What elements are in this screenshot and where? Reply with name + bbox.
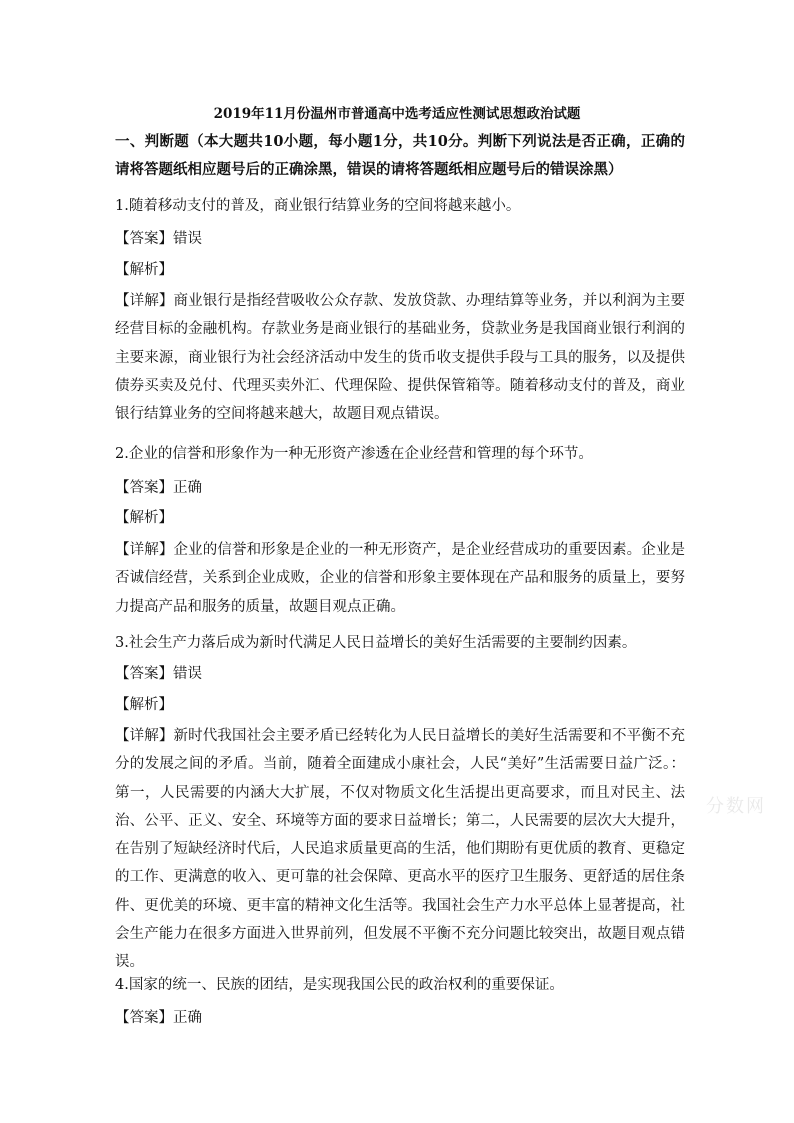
question-1-answer: 【答案】错误 [115, 231, 202, 247]
question-2-analysis-label: 【解析】 [115, 510, 173, 526]
question-4-answer: 【答案】正确 [115, 1010, 202, 1026]
watermark: 分数网 [706, 796, 766, 817]
question-2-answer: 【答案】正确 [115, 480, 202, 496]
question-3-stem: 3.社会生产力落后成为新时代满足人民日益增长的美好生活需要的主要制约因素。 [115, 635, 637, 651]
question-4-stem: 4.国家的统一、民族的团结，是实现我国公民的政治权利的重要保证。 [115, 977, 564, 993]
question-1-stem: 1.随着移动支付的普及，商业银行结算业务的空间将越来越小。 [115, 198, 521, 214]
question-2-detail: 【详解】企业的信誉和形象是企业的一种无形资产，是企业经营成功的重要因素。企业是否诚信经营，关系到企业成败，企业的信誉和形象主要体现在产品和服务的质量上，要努力提高产品和服务的质量，故题目观点正确。 [115, 542, 685, 615]
question-2-stem: 2.企业的信誉和形象作为一种无形资产渗透在企业经营和管理的每个环节。 [115, 446, 593, 462]
question-3-detail: 【详解】新时代我国社会主要矛盾已经转化为人民日益增长的美好生活需要和不平衡不充分的发展之间的矛盾。当前，随着全面建成小康社会，人民“美好”生活需要日益广泛。：第一，人民需要的内涵大大扩展，不仅对物质文化生活提出更高要求，而且对民主、法治、公平、正义、安全、环境等方面的要求日益增长；第二，人民需要的层次大大提升，在告别了短缺经济时代后，人民追求质量更高的生活，他们期盼有更优质的教育、更稳定的工作、更满意的收入、更可靠的社会保障、更高水平的医疗卫生服务、更舒适的居住条件、更优美的环境、更丰富的精神文化生活等。我国社会生产力水平总体上显著提高，社会生产能力在很多方面进入世界前列，但发展不平衡不充分问题比较突出，故题目观点错误。 [115, 728, 685, 971]
question-3-answer: 【答案】错误 [115, 666, 202, 682]
question-1-analysis-label: 【解析】 [115, 262, 173, 278]
page-title: 2019年11月份温州市普通高中选考适应性测试思想政治试题 [213, 106, 581, 122]
question-1-detail: 【详解】商业银行是指经营吸收公众存款、发放贷款、办理结算等业务，并以利润为主要经营目标的金融机构。存款业务是商业银行的基础业务，贷款业务是我国商业银行利润的主要来源，商业银行为社会经济活动中发生的货币收支提供手段与工具的服务，以及提供债券买卖及兑付、代理买卖外汇、代理保险、提供保管箱等。随着移动支付的普及，商业银行结算业务的空间将越来越大，故题目观点错误。 [115, 293, 685, 423]
question-3-analysis-label: 【解析】 [115, 697, 173, 713]
section-heading: 一、判断题（本大题共10小题，每小题1分，共10分。判断下列说法是否正确，正确的请将答题纸相应题号后的正确涂黑，错误的请将答题纸相应题号后的错误涂黑） [115, 133, 685, 179]
